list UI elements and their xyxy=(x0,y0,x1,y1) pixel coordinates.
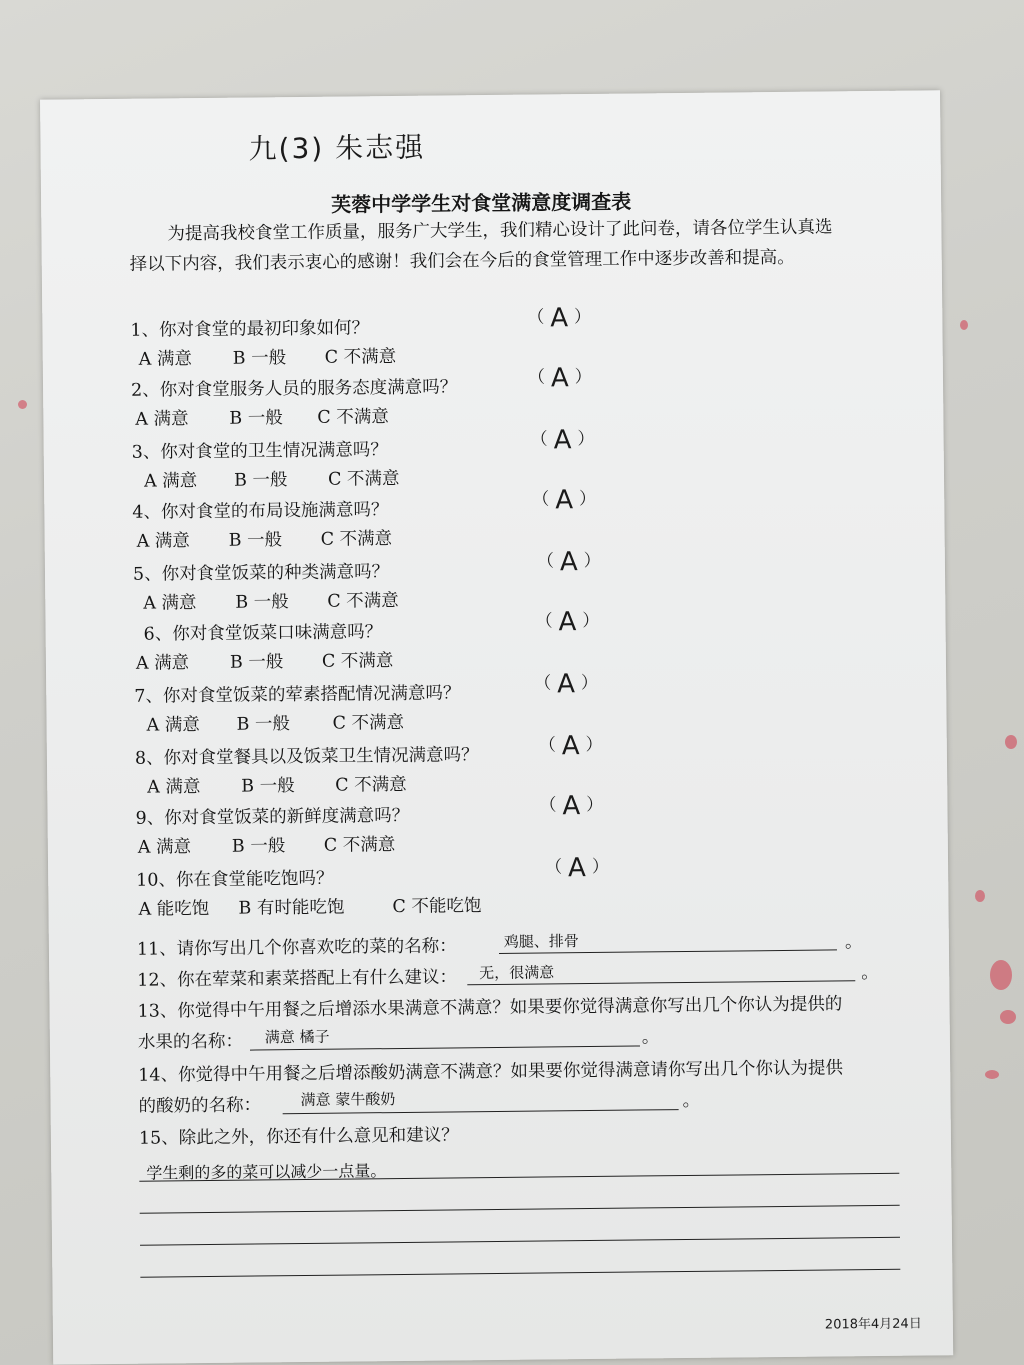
option-c: C 不满意 xyxy=(321,651,394,672)
question-text: 5、你对食堂饭菜的种类满意吗？ xyxy=(132,562,390,585)
answer-bracket xyxy=(532,484,596,516)
answer-bracket xyxy=(530,424,594,456)
option-b: B 一般 xyxy=(228,530,283,551)
option-a: A 满意 xyxy=(136,531,190,552)
option-b: B 一般 xyxy=(232,348,287,369)
question-12-text: 12、你在荤菜和素菜搭配上有什么建议： xyxy=(137,967,458,991)
ink-splat xyxy=(990,960,1012,990)
question-14-text: 14、你觉得中午用餐之后增添酸奶满意不满意？如果要你觉得满意请你写出几个你认为提供 xyxy=(138,1058,844,1086)
answer-handwritten: A xyxy=(550,363,569,394)
option-b: B 有时能吃饱 xyxy=(238,897,345,919)
question-text: 7、你对食堂饭菜的荤素搭配情况满意吗？ xyxy=(134,683,461,707)
answer-handwritten: A xyxy=(555,485,574,516)
question-text: 6、你对食堂饭菜口味满意吗？ xyxy=(143,622,383,645)
answer-handwritten: A xyxy=(562,791,581,822)
option-c: C 不能吃饱 xyxy=(392,896,482,918)
intro-line-2: 择以下内容，我们表示衷心的感谢！我们会在今后的食堂管理工作中逐步改善和提高。 xyxy=(129,247,795,275)
option-c: C 不满意 xyxy=(317,407,389,428)
answer-line-14 xyxy=(283,1109,679,1114)
bracket-close: ） xyxy=(582,610,600,632)
bracket-open: （ xyxy=(536,551,554,572)
option-c: C 不满意 xyxy=(335,774,407,796)
option-a: A 满意 xyxy=(135,653,190,674)
page-title: 芙蓉中学学生对食堂满意度调查表 xyxy=(331,189,632,217)
bracket-open: （ xyxy=(532,489,550,510)
ink-splat xyxy=(18,400,27,409)
bracket-close: ） xyxy=(591,856,609,877)
question-13-end: 。 xyxy=(641,1027,660,1048)
option-b: B 一般 xyxy=(229,408,283,429)
bracket-open: （ xyxy=(539,795,557,816)
bracket-close: ） xyxy=(574,366,592,388)
question-14-end: 。 xyxy=(682,1090,701,1112)
answer-bracket xyxy=(539,730,603,762)
option-a: A 满意 xyxy=(143,593,197,614)
question-11-text: 11、请你写出几个你喜欢吃的菜的名称： xyxy=(136,936,457,960)
ink-splat xyxy=(1005,735,1017,749)
question-text: 3、你对食堂的卫生情况满意吗？ xyxy=(131,440,388,463)
answer-14-handwritten: 满意 蒙牛酸奶 xyxy=(300,1090,396,1110)
intro-line-1: 为提高我校食堂工作质量，服务广大学生，我们精心设计了此问卷，请各位学生认真选 xyxy=(167,217,833,245)
bracket-open: （ xyxy=(527,367,546,388)
answer-handwritten: A xyxy=(567,853,587,884)
question-15-text: 15、除此之外，你还有什么意见和建议？ xyxy=(138,1125,459,1149)
option-c: C 不满意 xyxy=(327,468,400,490)
option-a: A 满意 xyxy=(147,777,201,798)
answer-11-handwritten: 鸡腿、排骨 xyxy=(503,932,579,951)
answer-handwritten: A xyxy=(550,303,569,334)
question-12-end: 。 xyxy=(861,962,879,984)
question-14-text-2: 的酸奶的名称： xyxy=(138,1095,262,1117)
answer-bracket xyxy=(528,362,592,394)
bracket-close: ） xyxy=(586,794,604,816)
answer-bracket xyxy=(539,790,603,822)
option-a: A 能吃饱 xyxy=(138,898,210,920)
question-11-end: 。 xyxy=(844,932,863,953)
question-text: 1、你对食堂的最初印象如何？ xyxy=(130,318,370,341)
bracket-open: （ xyxy=(527,307,545,328)
bracket-open: （ xyxy=(530,429,548,450)
comment-line-4 xyxy=(140,1269,900,1278)
option-a: A 满意 xyxy=(135,409,189,430)
bracket-open: （ xyxy=(544,857,563,878)
option-c: C 不满意 xyxy=(323,835,396,856)
answer-bracket xyxy=(535,606,599,638)
option-b: B 一般 xyxy=(236,714,291,735)
ink-splat xyxy=(975,890,985,902)
option-a: A 满意 xyxy=(138,349,193,370)
answer-13-handwritten: 满意 橘子 xyxy=(264,1027,330,1047)
option-c: C 不满意 xyxy=(332,712,405,734)
option-c: C 不满意 xyxy=(324,346,397,368)
option-b: B 一般 xyxy=(229,652,284,673)
option-b: B 一般 xyxy=(233,470,288,491)
question-text: 10、你在食堂能吃饱吗？ xyxy=(136,868,334,891)
comment-line-2 xyxy=(140,1205,900,1214)
bracket-close: ） xyxy=(583,550,601,572)
bracket-open: （ xyxy=(535,611,553,632)
question-text: 9、你对食堂饭菜的新鲜度满意吗？ xyxy=(135,805,410,829)
option-b: B 一般 xyxy=(241,776,295,797)
answer-handwritten: A xyxy=(559,547,578,578)
ink-splat xyxy=(1000,1010,1016,1024)
option-c: C 不满意 xyxy=(320,529,393,550)
answer-handwritten: A xyxy=(561,731,580,762)
answer-bracket xyxy=(527,302,591,334)
bracket-close: ） xyxy=(574,306,592,328)
bracket-close: ） xyxy=(577,428,595,450)
option-a: A 满意 xyxy=(137,837,192,858)
survey-paper xyxy=(40,90,953,1364)
question-text: 8、你对食堂餐具以及饭菜卫生情况满意吗？ xyxy=(134,745,479,769)
answer-15-handwritten: 学生剩的多的菜可以减少一点量。 xyxy=(146,1161,387,1183)
ink-splat xyxy=(985,1070,999,1079)
date-handwritten: 2018年4月24日 xyxy=(824,1316,922,1333)
comment-line-3 xyxy=(140,1237,900,1246)
option-c: C 不满意 xyxy=(327,590,399,612)
bracket-open: （ xyxy=(534,673,552,694)
answer-handwritten: A xyxy=(558,607,577,638)
bracket-close: ） xyxy=(580,672,599,694)
answer-handwritten: A xyxy=(557,669,576,700)
answer-bracket xyxy=(534,668,598,700)
answer-bracket xyxy=(545,852,609,884)
question-13-text: 13、你觉得中午用餐之后增添水果满意不满意？如果要你觉得满意你写出几个你认为提供的 xyxy=(137,994,843,1022)
question-text: 2、你对食堂服务人员的服务态度满意吗？ xyxy=(130,377,458,401)
option-b: B 一般 xyxy=(235,592,289,613)
question-text: 4、你对食堂的布局设施满意吗？ xyxy=(132,500,389,523)
bracket-open: （ xyxy=(538,735,556,756)
answer-12-handwritten: 无，很满意 xyxy=(479,963,555,983)
question-13-text-2: 水果的名称： xyxy=(137,1031,244,1053)
option-b: B 一般 xyxy=(231,836,286,857)
answer-bracket xyxy=(537,546,601,578)
option-a: A 满意 xyxy=(143,471,198,492)
answer-handwritten: A xyxy=(553,425,572,456)
bracket-close: ） xyxy=(585,734,603,756)
class-name-handwritten: 九(3) 朱志强 xyxy=(248,130,426,166)
bracket-close: ） xyxy=(578,488,597,510)
ink-splat xyxy=(960,320,968,330)
option-a: A 满意 xyxy=(146,715,200,736)
